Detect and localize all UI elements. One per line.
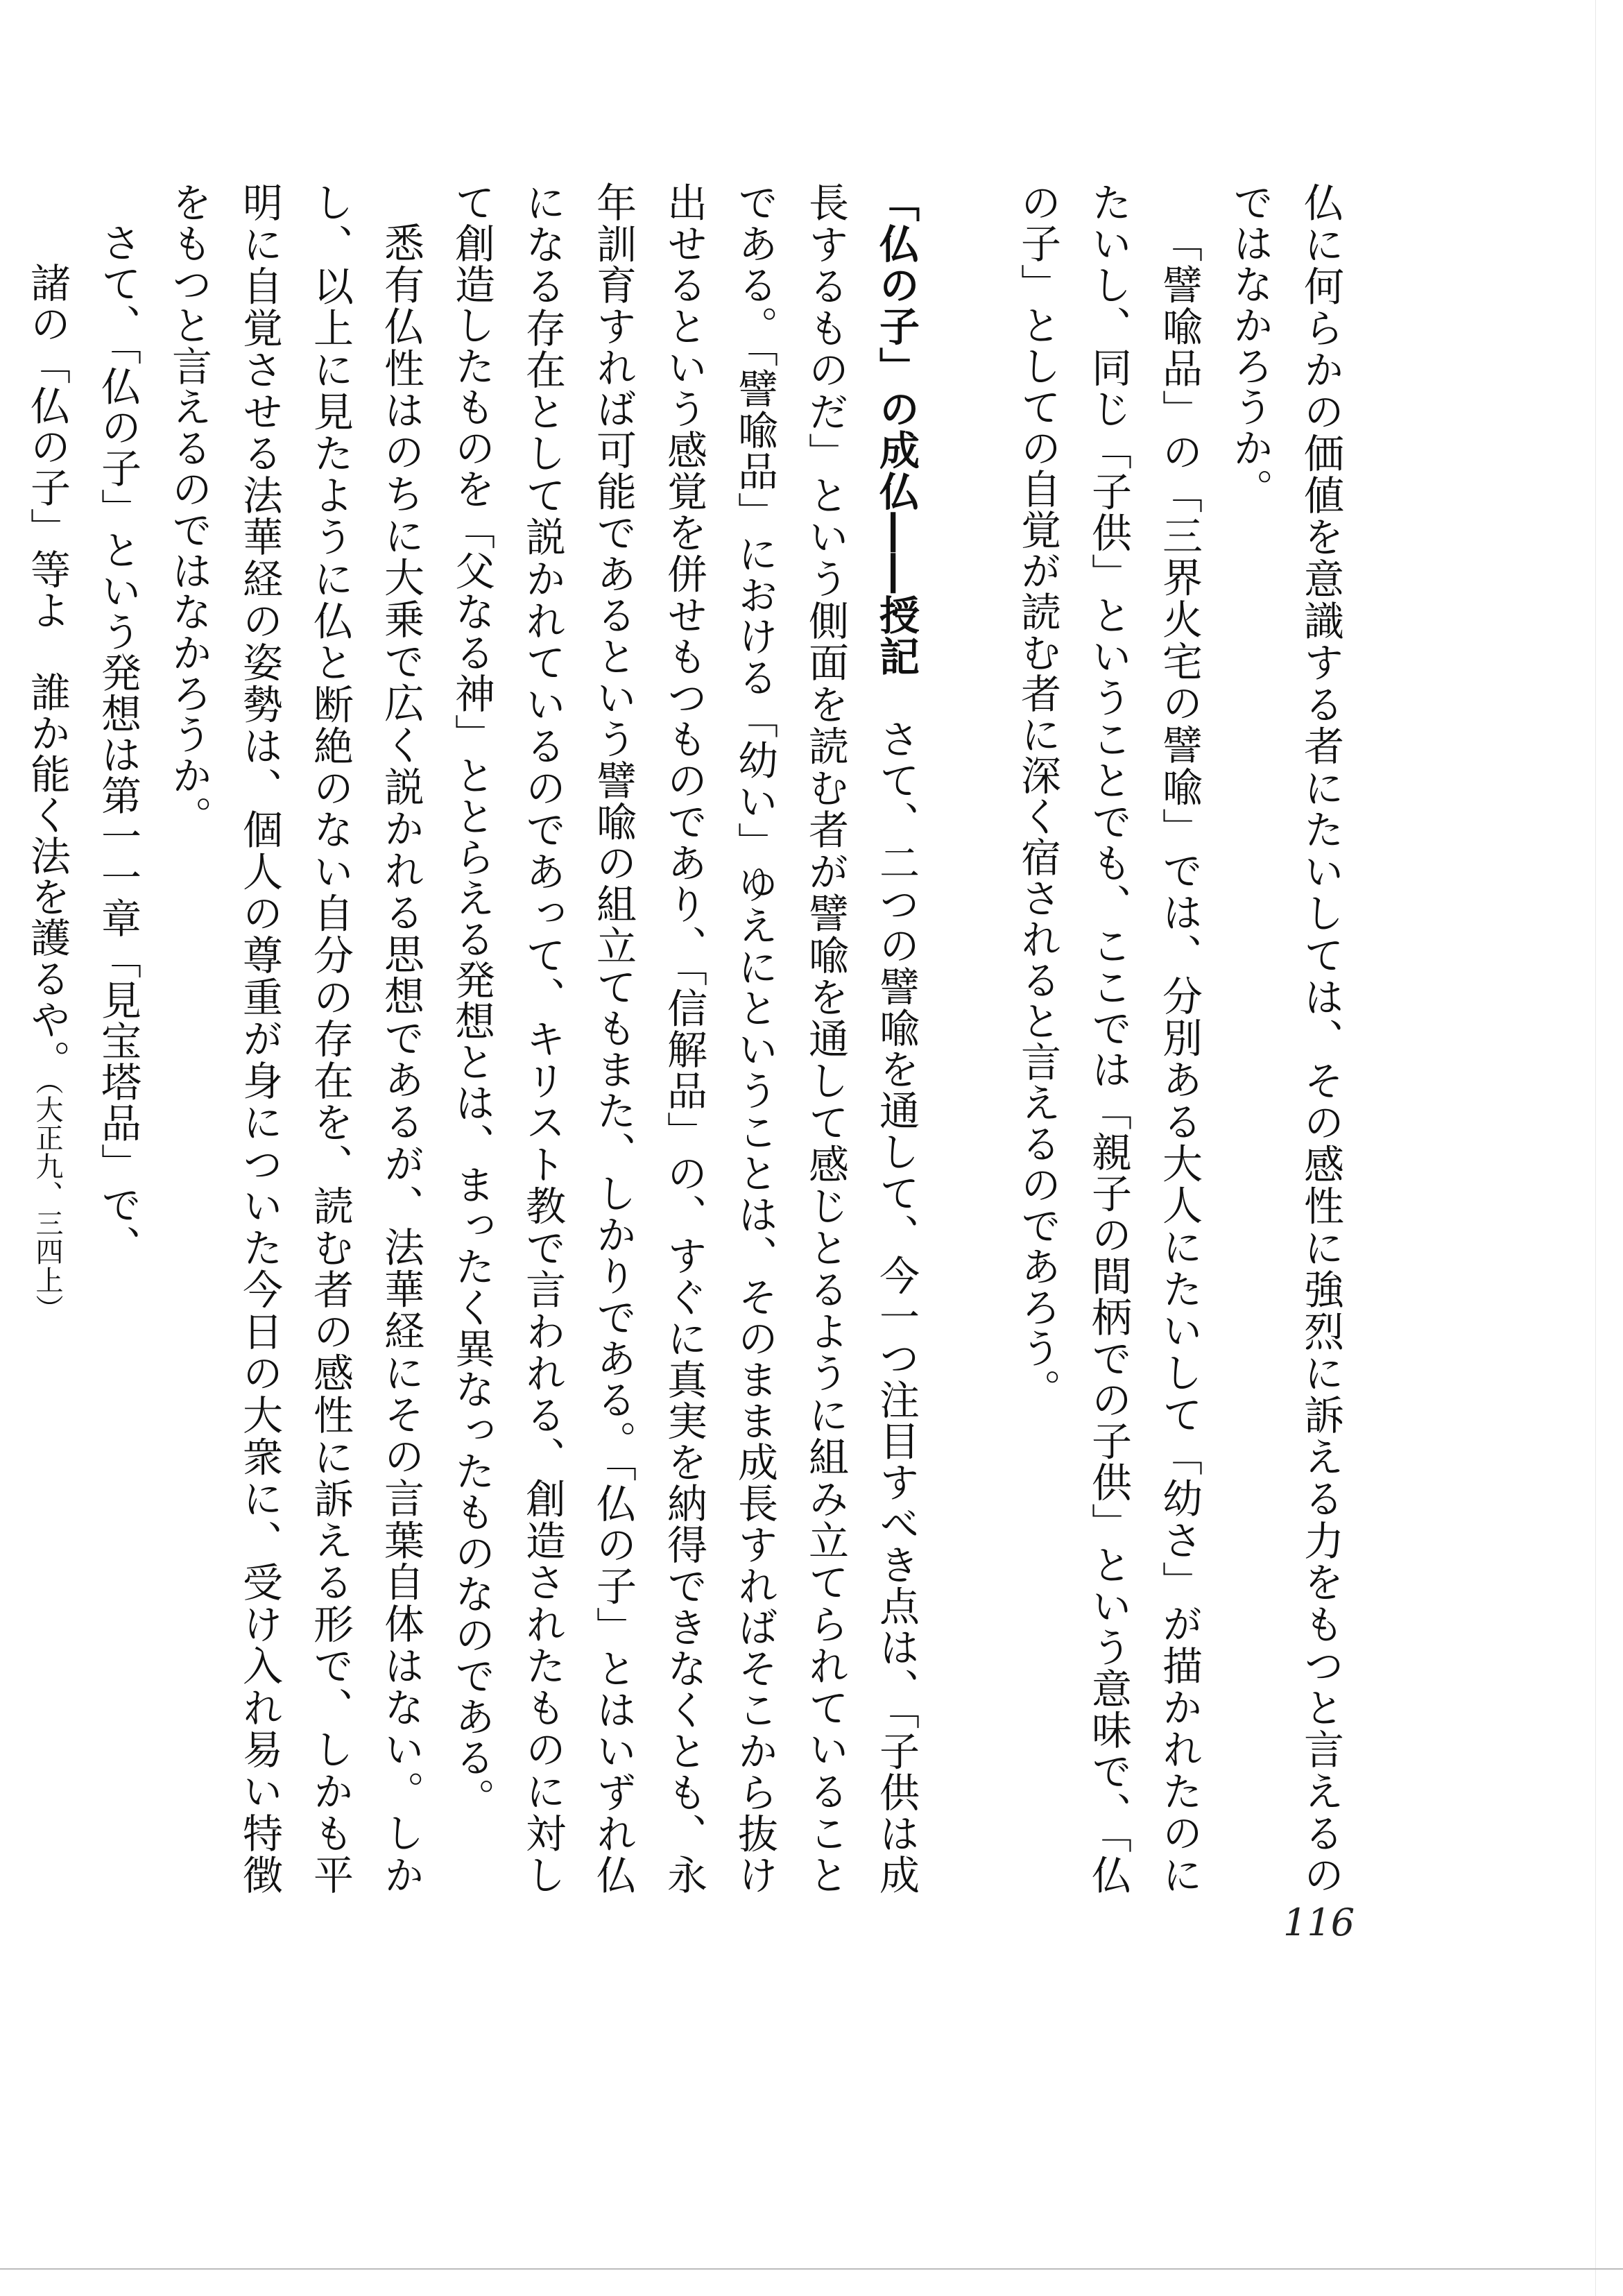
paragraph-3: さて、二つの譬喩を通して、今一つ注目すべき点は、「子供は成長するものだ」という側面を読む者が譬喩を通して感じとるように組み立てられていることである。「譬喩品」における「幼い」ゆえにということは、そのまま成長すればそこから抜け出せるという感覚を併せもつものであり、「信解品」の、すぐに真実を納得できなくとも、永年訓育すれば可能であるという譬喩の組立てもまた、しかりである。「仏の子」とはいずれ仏になる存在として説かれているのであって、キリスト教で言われる、創造されたものに対して創造したものを「父なる神」ととらえる発想とは、まったく異なったものなのである。 xyxy=(448,182,920,1896)
quotation-1-reference: （大正九、三四上） xyxy=(31,1081,63,1323)
quotation-1 xyxy=(12,182,83,1895)
paragraph-gap xyxy=(931,182,1002,1895)
paragraph-5: さて、「仏の子」という発想は第一一章「見宝塔品」で、 xyxy=(94,222,141,1266)
section-paragraph xyxy=(436,182,931,1895)
page-number: 116 xyxy=(1283,1901,1355,1944)
paragraph-4: 悉有仏性はのちに大乗で広く説かれる思想であるが、法華経にその言葉自体はない。しかし、以上に見たように仏と断絶のない自分の存在を、読む者の感性に訴える形で、しかも平明に自覚させる法華経の姿勢は、個人の尊重が身についた今日の大衆に、受け入れ易い特徴をもつと言えるのではなかろうか。 xyxy=(165,182,424,1896)
quotation-1-text: 諸の「仏の子」等よ 誰か能く法を護るや。 xyxy=(24,262,71,1081)
page-edge xyxy=(1595,0,1596,2296)
paragraph-2: 「譬喩品」の「三界火宅の譬喩」では、分別ある大人にたいして「幼さ」が描かれたのにたいし、同じ「子供」ということでも、ここでは「親子の間柄での子供」という意味で、「仏の子」としての自覚が読む者に深く宿されると言えるのであろう。 xyxy=(1014,182,1203,1896)
bottom-scan-line xyxy=(0,2268,1623,2270)
vertical-text-block xyxy=(24,182,1356,1896)
quotation-2 xyxy=(0,182,12,1895)
paragraph-1: 仏に何らかの価値を意識する者にたいしては、その感性に強烈に訴える力をもつと言えるのではなかろうか。 xyxy=(1226,182,1344,1896)
section-subheading: 「仏の子」の成仏――授記 xyxy=(873,182,920,677)
